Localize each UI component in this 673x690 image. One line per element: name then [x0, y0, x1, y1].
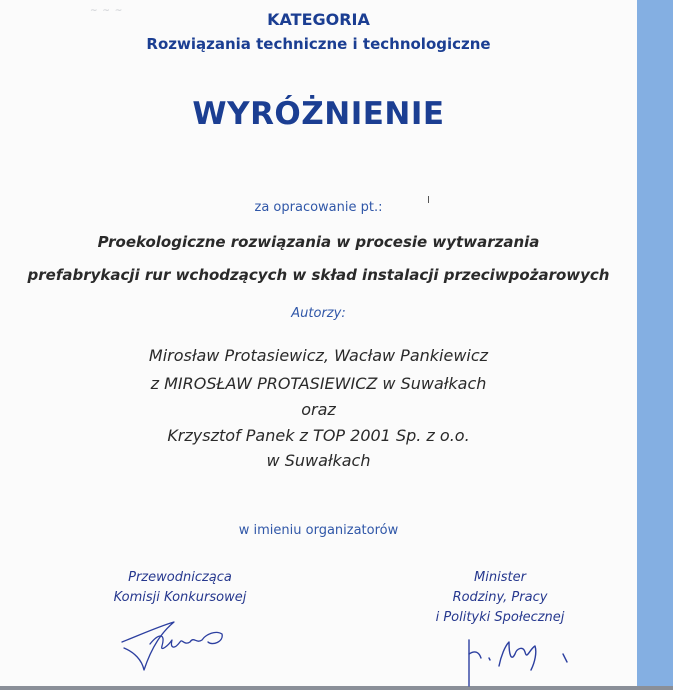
signatory-right-role: Minister [474, 570, 526, 585]
signatory-left-body: Komisji Konkursowej [113, 590, 247, 605]
signatory-left [60, 568, 300, 608]
signatory-right-body-2: i Polityki Społecznej [435, 610, 565, 625]
author-line: oraz [301, 400, 336, 419]
award-title: WYRÓŻNIENIE [192, 96, 445, 132]
margin-scribble: ~ ~ ~ [90, 6, 124, 16]
category-label: KATEGORIA [267, 10, 370, 29]
work-title-line-1: Proekologiczne rozwiązania w procesie wytwarzania [97, 233, 540, 251]
on-behalf-text: w imieniu organizatorów [238, 523, 399, 538]
signatory-right [380, 568, 620, 628]
author-line: Krzysztof Panek z TOP 2001 Sp. z o.o. [167, 426, 470, 445]
signatory-left-role: Przewodnicząca [128, 570, 232, 585]
side-band [637, 0, 673, 690]
category-name: Rozwiązania techniczne i technologiczne [146, 35, 491, 53]
signatory-right-body-1: Rodziny, Pracy [452, 590, 548, 605]
author-line: z MIROSŁAW PROTASIEWICZ w Suwałkach [150, 374, 487, 393]
signature-right [455, 632, 585, 690]
work-title-line-2: prefabrykacji rur wchodzących w skład instalacji przeciwpożarowych [27, 266, 610, 284]
author-line: w Suwałkach [266, 451, 371, 470]
authors-label: Autorzy: [291, 306, 346, 321]
author-line: Mirosław Protasiewicz, Wacław Pankiewicz [148, 346, 489, 365]
intro-text: za opracowanie pt.: [254, 200, 383, 215]
signature-left [112, 612, 252, 682]
